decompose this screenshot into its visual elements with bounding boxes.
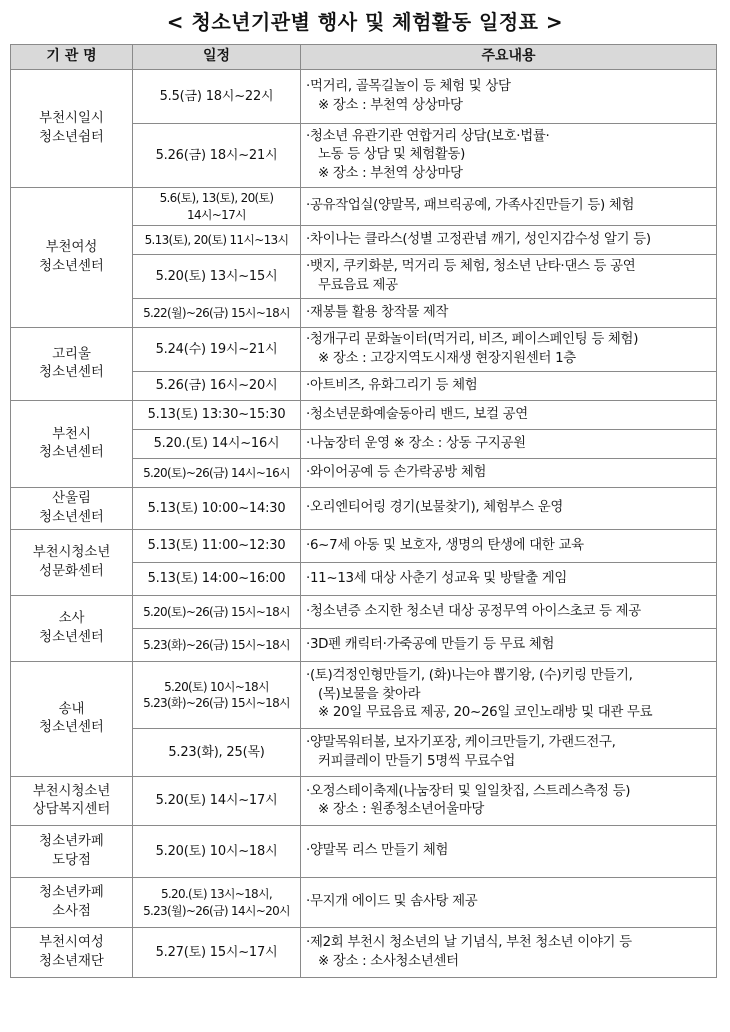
table-body xyxy=(11,70,717,978)
content-line: ·6~7세 아동 및 보호자, 생명의 탄생에 대한 교육 xyxy=(306,537,584,553)
date-line: 5.20(토) 10시~18시 xyxy=(164,679,269,694)
content-cell xyxy=(301,563,717,596)
org-name-line: 성문화센터 xyxy=(39,563,104,579)
date-cell xyxy=(133,328,301,372)
table-row xyxy=(11,928,717,978)
content-cell xyxy=(301,878,717,928)
org-name-line: 부천시일시 xyxy=(39,111,104,126)
org-name-cell xyxy=(11,928,133,978)
org-name-line: 청소년센터 xyxy=(39,629,104,645)
date-cell xyxy=(133,729,301,777)
content-cell xyxy=(301,826,717,878)
date-line: 5.13(토) 13:30~15:30 xyxy=(147,407,286,423)
content-cell xyxy=(301,430,717,459)
content-line: ·청소년 유관기관 연합거리 상담(보호·법률· xyxy=(306,128,550,144)
table-row xyxy=(11,188,717,226)
date-cell xyxy=(133,777,301,826)
table-row xyxy=(11,488,717,530)
table-row xyxy=(11,826,717,878)
org-name-line: 고리울 xyxy=(52,346,91,362)
date-cell xyxy=(133,430,301,459)
date-line: 5.22(월)~26(금) 15시~18시 xyxy=(143,305,290,320)
org-name-line: 청소년센터 xyxy=(39,258,104,274)
org-name-cell xyxy=(11,188,133,328)
content-line: ·3D펜 캐릭터·가죽공예 만들기 등 무료 체험 xyxy=(306,636,555,652)
date-line: 5.27(토) 15시~17시 xyxy=(155,944,278,960)
date-cell xyxy=(133,488,301,530)
date-cell xyxy=(133,596,301,629)
date-cell xyxy=(133,878,301,928)
content-cell xyxy=(301,596,717,629)
content-line: ·와이어공예 등 손가락공방 체험 xyxy=(306,464,487,480)
org-name-line: 부천시여성 xyxy=(39,935,104,951)
org-name-line: 부천시청소년 xyxy=(32,545,111,561)
org-name-line: 청소년카페 xyxy=(39,885,104,901)
org-name-line: 청소년재단 xyxy=(39,953,104,969)
date-cell xyxy=(133,226,301,255)
date-line: 14시~17시 xyxy=(187,207,246,222)
org-name-cell xyxy=(11,878,133,928)
content-line: ·양말목워터볼, 보자기포장, 케이크만들기, 가랜드전구, xyxy=(306,735,616,751)
date-cell xyxy=(133,188,301,226)
org-name-line: 부천시청소년 xyxy=(32,783,111,799)
date-line: 5.6(토), 13(토), 20(토) xyxy=(159,191,274,205)
content-line: ※ 장소 : 소사청소년센터 xyxy=(318,953,459,969)
org-name-cell xyxy=(11,70,133,188)
content-cell xyxy=(301,70,717,124)
page-title: < 청소년기관별 행사 및 체험활동 일정표 > xyxy=(166,10,564,34)
org-name-line: 청소년카페 xyxy=(39,834,104,850)
date-line: 5.23(화)~26(금) 15시~18시 xyxy=(143,637,290,652)
table-row xyxy=(11,777,717,826)
date-line: 5.24(수) 19시~21시 xyxy=(155,341,278,357)
date-line: 5.23(화), 25(목) xyxy=(168,744,265,760)
date-line: 5.20(토)~26(금) 15시~18시 xyxy=(143,604,290,619)
date-cell xyxy=(133,372,301,401)
date-cell xyxy=(133,124,301,188)
content-line: ·오리엔티어링 경기(보물찾기), 체험부스 운영 xyxy=(306,500,564,516)
org-name-line: 청소년센터 xyxy=(39,445,104,461)
org-name-line: 부천여성 xyxy=(45,240,98,256)
content-line: 커피클레이 만들기 5명씩 무료수업 xyxy=(318,753,515,769)
table-row xyxy=(11,70,717,124)
org-name-line: 산울림 xyxy=(52,491,91,507)
date-cell xyxy=(133,563,301,596)
org-name-cell xyxy=(11,662,133,777)
content-cell xyxy=(301,488,717,530)
content-cell xyxy=(301,255,717,299)
table-row xyxy=(11,878,717,928)
content-cell xyxy=(301,662,717,729)
org-name-line: 소사점 xyxy=(52,903,91,919)
org-name-line: 청소년센터 xyxy=(39,720,104,736)
date-line: 5.20(토)~26(금) 14시~16시 xyxy=(143,465,290,480)
org-name-cell xyxy=(11,826,133,878)
header-date: 일정 xyxy=(133,45,301,70)
content-line: ·오정스테이축제(나눔장터 및 일일찻집, 스트레스측정 등) xyxy=(306,783,631,799)
content-line: ·아트비즈, 유화그리기 등 체험 xyxy=(306,377,478,393)
content-cell xyxy=(301,530,717,563)
content-line: ·(토)걱정인형만들기, (화)나는야 뽑기왕, (수)키링 만들기, xyxy=(306,668,633,684)
date-line: 5.20(토) 14시~17시 xyxy=(155,793,278,809)
header-org: 기 관 명 xyxy=(11,45,133,70)
content-cell xyxy=(301,188,717,226)
table-row xyxy=(11,401,717,430)
org-name-cell xyxy=(11,401,133,488)
date-line: 5.20(토) 10시~18시 xyxy=(155,843,278,859)
org-name-line: 소사 xyxy=(58,611,85,627)
content-line: ※ 장소 : 고강지역도시재생 현장지원센터 1층 xyxy=(318,350,576,366)
org-name-line: 도당점 xyxy=(52,852,91,868)
content-cell xyxy=(301,372,717,401)
date-line: 5.26(금) 18시~21시 xyxy=(155,147,278,163)
content-line: (목)보물을 찾아라 xyxy=(318,686,421,702)
date-line: 5.20.(토) 13시~18시, xyxy=(161,887,272,902)
date-cell xyxy=(133,401,301,430)
schedule-table xyxy=(10,44,717,978)
date-line: 5.13(토), 20(토) 11시~13시 xyxy=(144,232,289,247)
content-line: ·재봉틀 활용 창작물 제작 xyxy=(306,304,449,320)
org-name-cell xyxy=(11,777,133,826)
date-line: 5.20(토) 13시~15시 xyxy=(155,268,278,284)
org-name-line: 청소년센터 xyxy=(39,509,104,525)
content-line: ※ 20일 무료음료 제공, 20~26일 코인노래방 및 대관 무료 xyxy=(318,705,653,721)
org-name-cell xyxy=(11,488,133,530)
org-name-cell xyxy=(11,328,133,401)
content-cell xyxy=(301,777,717,826)
date-cell xyxy=(133,299,301,328)
date-line: 5.23(화)~26(금) 15시~18시 xyxy=(143,696,290,711)
org-name-line: 청소년쉼터 xyxy=(39,129,104,145)
org-name-cell xyxy=(11,596,133,662)
content-cell xyxy=(301,629,717,662)
content-line: ·먹거리, 골목길놀이 등 체험 및 상담 xyxy=(306,79,511,94)
content-line: ·양말목 리스 만들기 체험 xyxy=(306,843,449,859)
date-cell xyxy=(133,928,301,978)
content-line: ·차이나는 클라스(성별 고정관념 깨기, 성인지감수성 알기 등) xyxy=(306,231,651,247)
content-line: ·뱃지, 쿠키화분, 먹거리 등 체험, 청소년 난타·댄스 등 공연 xyxy=(306,259,636,275)
date-cell xyxy=(133,459,301,488)
org-name-line: 청소년센터 xyxy=(39,365,104,381)
org-name-line: 부천시 xyxy=(52,426,91,442)
content-line: ·11~13세 대상 사춘기 성교육 및 방탈출 게임 xyxy=(306,570,568,586)
date-cell xyxy=(133,662,301,729)
content-cell xyxy=(301,226,717,255)
content-cell xyxy=(301,459,717,488)
date-line: 5.13(토) 14:00~16:00 xyxy=(147,571,286,587)
date-line: 5.26(금) 16시~20시 xyxy=(155,378,278,394)
content-cell xyxy=(301,729,717,777)
org-name-cell xyxy=(11,530,133,596)
table-row xyxy=(11,328,717,372)
org-name-line: 상담복지센터 xyxy=(32,802,111,818)
content-line: 노동 등 상담 및 체험활동) xyxy=(318,147,466,163)
content-cell xyxy=(301,299,717,328)
header-content: 주요내용 xyxy=(301,45,717,70)
table-row xyxy=(11,662,717,729)
content-line: ·청소년문화예술동아리 밴드, 보컬 공연 xyxy=(306,406,528,422)
date-cell xyxy=(133,826,301,878)
content-line: ·나눔장터 운영 ※ 장소 : 상동 구지공원 xyxy=(306,435,526,451)
content-line: ·제2회 부천시 청소년의 날 기념식, 부천 청소년 이야기 등 xyxy=(306,935,632,951)
date-line: 5.5(금) 18시~22시 xyxy=(159,88,274,104)
org-name-line: 송내 xyxy=(58,701,85,717)
content-line: ※ 장소 : 부천역 상상마당 xyxy=(318,97,463,113)
content-cell xyxy=(301,328,717,372)
table-row xyxy=(11,596,717,629)
date-line: 5.20.(토) 14시~16시 xyxy=(153,436,280,452)
content-cell xyxy=(301,401,717,430)
date-cell xyxy=(133,70,301,124)
content-cell xyxy=(301,928,717,978)
content-line: ·청개구리 문화놀이터(먹거리, 비즈, 페이스페인팅 등 체험) xyxy=(306,332,639,348)
table-header-row xyxy=(11,45,717,70)
date-cell xyxy=(133,629,301,662)
date-line: 5.23(월)~26(금) 14시~20시 xyxy=(143,903,290,918)
table-row xyxy=(11,530,717,563)
content-line: ·공유작업실(양말목, 패브릭공예, 가족사진만들기 등) 체험 xyxy=(306,198,635,214)
content-line: ※ 장소 : 부천역 상상마당 xyxy=(318,165,463,181)
date-line: 5.13(토) 11:00~12:30 xyxy=(147,538,286,554)
content-line: ※ 장소 : 원종청소년어울마당 xyxy=(318,802,484,818)
content-line: 무료음료 제공 xyxy=(318,277,398,293)
date-line: 5.13(토) 10:00~14:30 xyxy=(147,500,286,516)
content-cell xyxy=(301,124,717,188)
content-line: ·청소년증 소지한 청소년 대상 공정무역 아이스초코 등 제공 xyxy=(306,603,641,619)
content-line: ·무지개 에이드 및 솜사탕 제공 xyxy=(306,894,478,910)
date-cell xyxy=(133,530,301,563)
date-cell xyxy=(133,255,301,299)
